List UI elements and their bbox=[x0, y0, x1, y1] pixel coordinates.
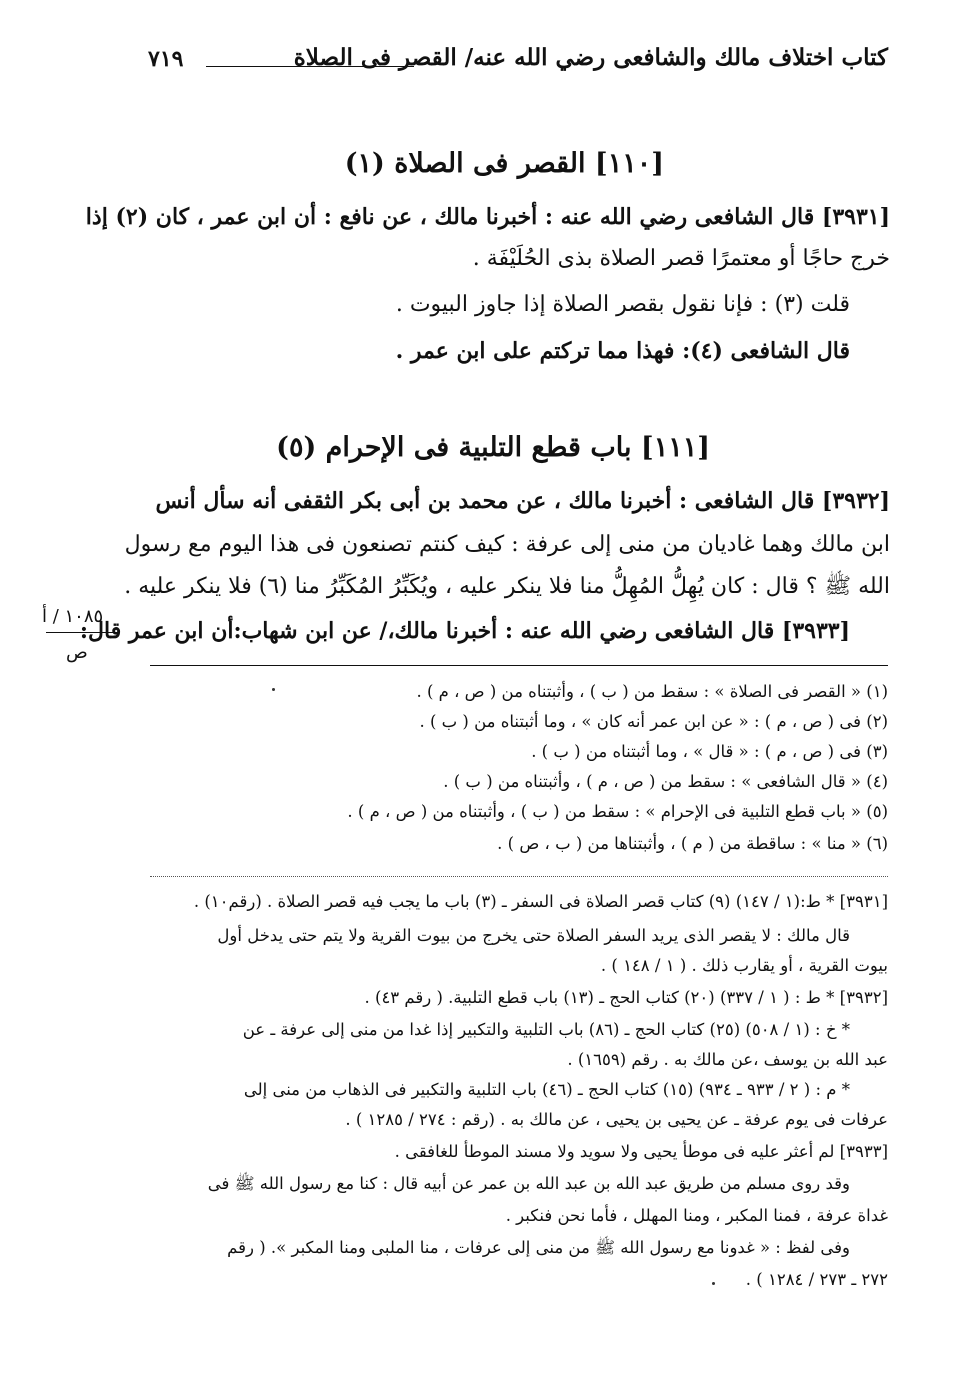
scan-speck bbox=[272, 688, 275, 691]
scan-speck bbox=[712, 1282, 715, 1285]
body-line: خرج حاجًا أو معتمرًا قصر الصلاة بذى الحُلَيْفَة . bbox=[472, 246, 890, 271]
header-rule bbox=[206, 66, 414, 67]
reference-line: عبد الله بن يوسف ،عن مالك به . رقم (١٦٥٩) . bbox=[567, 1050, 888, 1069]
reference-line: [٣٩٣١] * ط:(١ / ١٤٧) (٩) كتاب قصر الصلاة فى السفر ـ (٣) باب ما يجب فيه قصر الصلاة . (رقم١٠) . bbox=[193, 892, 888, 911]
reference-line: [٣٩٣٣] لم أعثر عليه فى موطأ يحيى ولا سويد ولا مسند الموطأ للغافقى . bbox=[394, 1142, 888, 1161]
references-separator bbox=[150, 876, 888, 877]
footnote: (٦) « منا » : ساقطة من ( م ) ، وأثبتناها من ( ب ، ص ) . bbox=[497, 834, 888, 853]
reference-line: * م : ( ٢ / ٩٣٣ ـ ٩٣٤) (١٥) كتاب الحج ـ (٤٦) باب التلبية والتكبير فى الذهاب من منى إلى bbox=[243, 1080, 850, 1099]
footnote: (٤) « قال الشافعى » : سقط من ( ص ، م ) ، وأثبتناه من ( ب ) . bbox=[443, 772, 888, 791]
footnote: (١) « القصر فى الصلاة » : سقط من ( ب ) ، وأثبتناه من ( ص ، م ) . bbox=[416, 682, 888, 701]
reference-line: وقد روى مسلم من طريق عبد الله بن عبد الله بن عمر عن أبيه قال : كنا مع رسول الله ﷺ فى bbox=[207, 1174, 850, 1193]
reference-line: عرفات فى يوم عرفة ـ عن يحيى بن يحيى ، عن مالك به . (رقم : ٢٧٤ / ١٢٨٥ ) . bbox=[345, 1110, 888, 1129]
body-line: قلت (٣) : فإنا نقول بقصر الصلاة إذا جاوز البيوت . bbox=[395, 292, 850, 317]
body-line: [٣٩٣١] قال الشافعى رضي الله عنه : أخبرنا مالك ، عن نافع : أن ابن عمر ، كان (٢) إذا bbox=[85, 204, 890, 230]
reference-line: قال مالك : لا يقصر الذى يريد السفر الصلاة حتى يخرج من بيوت القرية ولا يتم حتى يدخل أول bbox=[217, 926, 850, 945]
margin-rule bbox=[46, 632, 118, 633]
running-header-title: كتاب اختلاف مالك والشافعى رضي الله عنه/ القصر فى الصلاة bbox=[293, 44, 888, 71]
reference-line: وفى لفظ : « غدونا مع رسول الله ﷺ من منى إلى عرفات ، منا الملبى ومنا المكبر ». ( رقم bbox=[227, 1238, 850, 1257]
body-line: الله ﷺ ؟ قال : كان يُهِلُّ المُهِلُّ منا فلا ينكر عليه ، ويُكَبِّرُ المُكَبِّرُ منا (٦) فلا ينكر عليه . bbox=[124, 574, 890, 599]
footnote-separator bbox=[150, 665, 888, 666]
reference-line: بيوت القرية ، أو يقارب ذلك . ( ١ / ١٤٨ ) . bbox=[600, 956, 888, 975]
reference-line: ٢٧٢ ـ ٢٧٣ / ١٢٨٤ ) . bbox=[745, 1270, 888, 1289]
section-heading-110: [١١٠] القصر فى الصلاة (١) bbox=[344, 148, 664, 179]
reference-line: * خ : (١ / ٥٠٨) (٢٥) كتاب الحج ـ (٨٦) باب التلبية والتكبير إذا غدا من منى إلى عرفة ـ عن bbox=[242, 1020, 850, 1039]
footnote: (٥) « باب قطع التلبية فى الإحرام » : سقط من ( ب ) ، وأثبتناه من ( ص ، م ) . bbox=[347, 802, 888, 821]
margin-folio-note: ١٠٨٥ / أ bbox=[42, 606, 104, 627]
reference-line: [٣٩٣٢] * ط : ( ١ / ٣٣٧) (٢٠) كتاب الحج ـ (١٣) باب قطع التلبية. ( رقم ٤٣) . bbox=[364, 988, 888, 1007]
page-number: ٧١٩ bbox=[148, 46, 184, 72]
body-line: [٣٩٣٣] قال الشافعى رضي الله عنه : أخبرنا مالك،/ عن ابن شهاب:أن ابن عمر قال: bbox=[79, 618, 850, 644]
footnote: (٣) فى ( ص ، م ) : « قال » ، وما أثبتناه من ( ب ) . bbox=[531, 742, 888, 761]
reference-line: غداة عرفة ، فمنا المكبر ، ومنا المهلل ، فأما نحن فنكبر . bbox=[505, 1206, 888, 1225]
body-line: [٣٩٣٢] قال الشافعى : أخبرنا مالك ، عن محمد بن أبى بكر الثقفى أنه سأل أنس bbox=[155, 488, 890, 514]
body-line: قال الشافعى (٤): فهذا مما تركتم على ابن عمر . bbox=[395, 338, 850, 364]
body-line: ابن مالك وهما غاديان من منى إلى عرفة : كيف كنتم تصنعون فى هذا اليوم مع رسول bbox=[124, 532, 890, 557]
footnote: (٢) فى ( ص ، م ) : « عن ابن عمر أنه كان » ، وما أثبتناه من ( ب ) . bbox=[419, 712, 888, 731]
section-heading-111: [١١١] باب قطع التلبية فى الإحرام (٥) bbox=[276, 432, 710, 463]
margin-sigla: ص bbox=[66, 642, 88, 663]
